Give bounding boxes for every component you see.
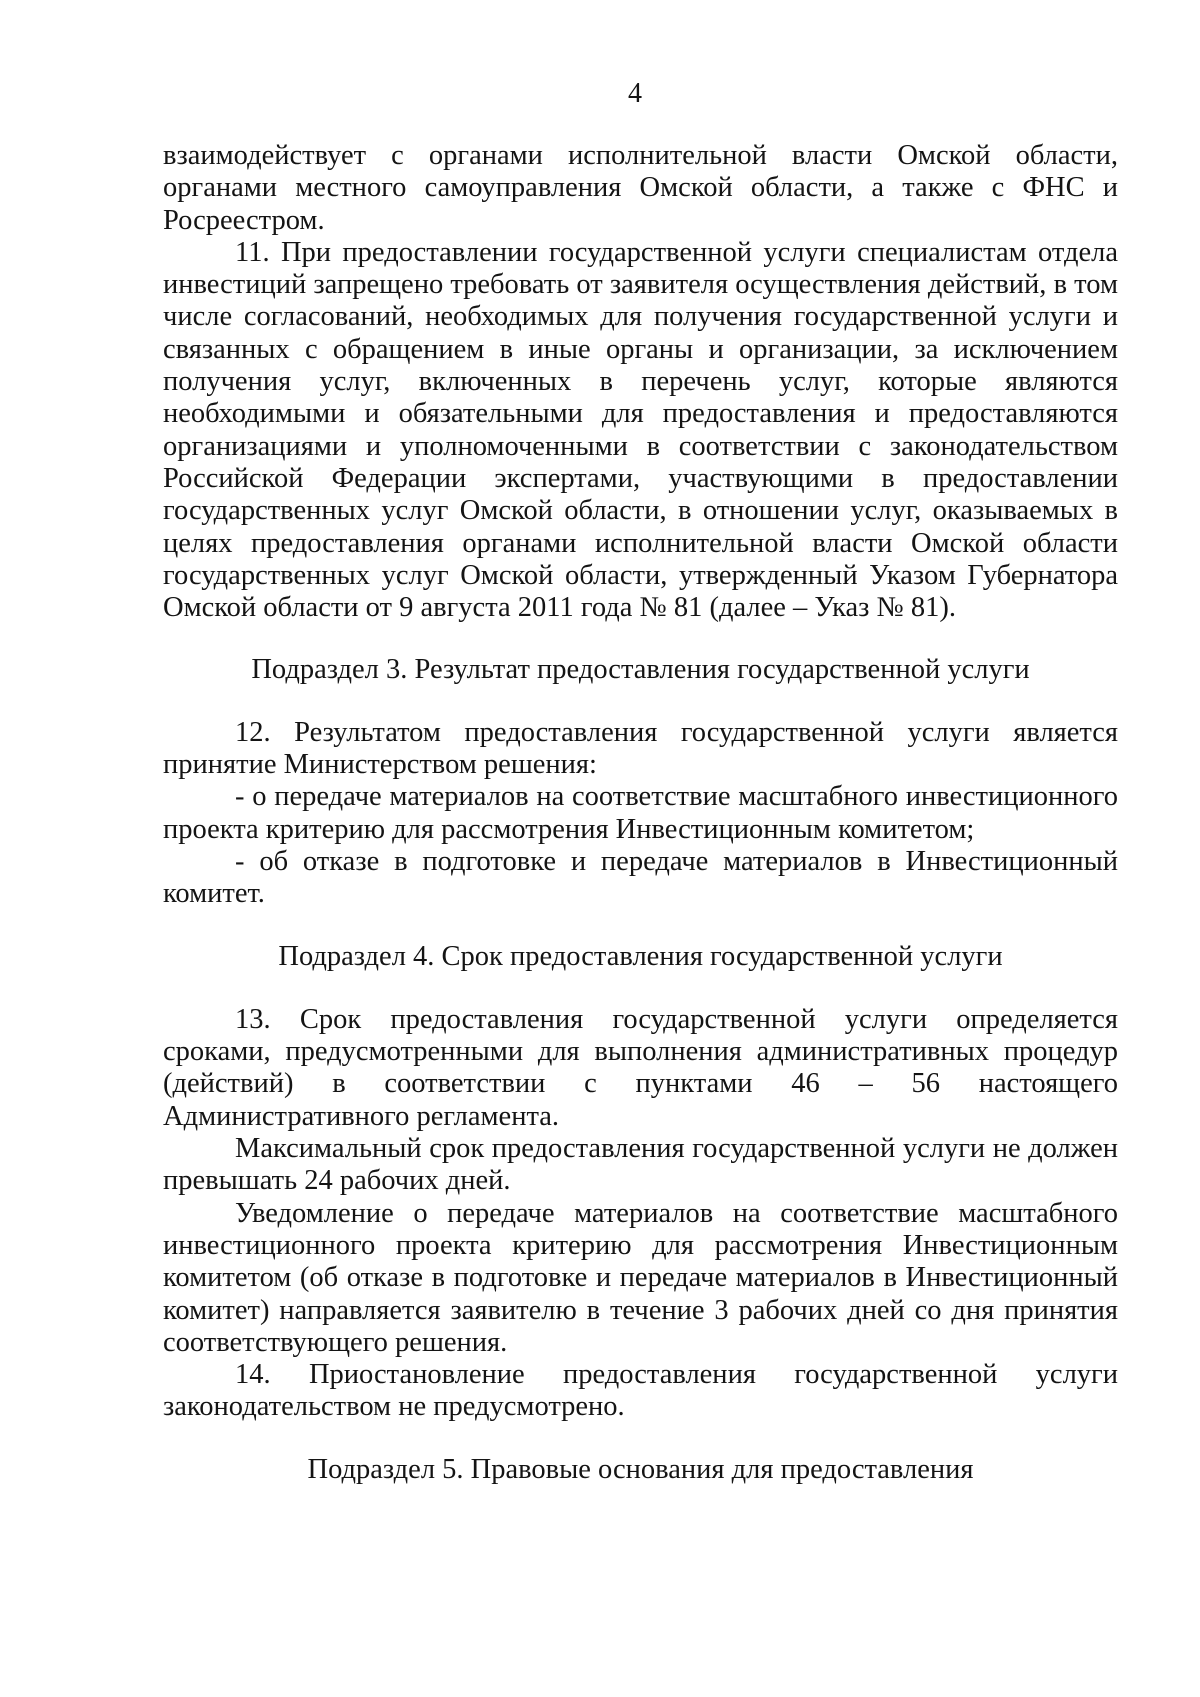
document-body xyxy=(163,140,1118,1486)
subsection-5-heading: Подраздел 5. Правовые основания для предоставления xyxy=(307,1453,974,1485)
page-number: 4 xyxy=(628,78,642,109)
paragraph-13-notice: Уведомление о передаче материалов на соответствие масштабного инвестиционного проекта критерию для рассмотрения Инвестиционным комитетом (об отказе в подготовке и передаче материалов в Инвестиционный комитет) направляется заявителю в течение 3 рабочих дней со дня принятия соответствующего решения. xyxy=(163,1197,1118,1358)
paragraph-13-max-term: Максимальный срок предоставления государственной услуги не должен превышать 24 рабочих дней. xyxy=(163,1133,1118,1197)
subsection-3-heading: Подраздел 3. Результат предоставления государственной услуги xyxy=(251,654,1030,686)
paragraph-13: 13. Срок предоставления государственной услуги определяется сроками, предусмотренными для выполнения административных процедур (действий) в соответствии с пунктами 46 – 56 настоящего Административного регламента. xyxy=(163,1003,1118,1132)
paragraph-12-item-2: - об отказе в подготовке и передаче материалов в Инвестиционный комитет. xyxy=(163,845,1118,910)
subsection-4-heading: Подраздел 4. Срок предоставления государственной услуги xyxy=(278,940,1003,972)
paragraph-12: 12. Результатом предоставления государственной услуги является принятие Министерством решения: xyxy=(163,716,1118,781)
paragraph-14: 14. Приостановление предоставления государственной услуги законодательством не предусмотрено. xyxy=(163,1359,1118,1423)
paragraph-continuation: взаимодействует с органами исполнительной власти Омской области, органами местного самоуправления Омской области, а также с ФНС и Росреестром. xyxy=(163,140,1118,236)
paragraph-12-item-1: - о передаче материалов на соответствие масштабного инвестиционного проекта критерию для рассмотрения Инвестиционным комитетом; xyxy=(163,781,1118,845)
paragraph-11: 11. При предоставлении государственной услуги специалистам отдела инвестиций запрещено требовать от заявителя осуществления действий, в том числе согласований, необходимых для получения государственной услуги и связанных с обращением в иные органы и организации, за исключением получения услуг, включенных в перечень услуг, которые являются необходимыми и обязательными для предоставления и предоставляются организациями и уполномоченными в соответствии с законодательством Российской Федерации экспертами, участвующими в предоставлении государственных услуг Омской области, в отношении услуг, оказываемых в целях предоставления органами исполнительной власти Омской области государственных услуг Омской области, утвержденный Указом Губернатора Омской области от 9 августа 2011 года № 81 (далее – Указ № 81). xyxy=(163,236,1118,624)
